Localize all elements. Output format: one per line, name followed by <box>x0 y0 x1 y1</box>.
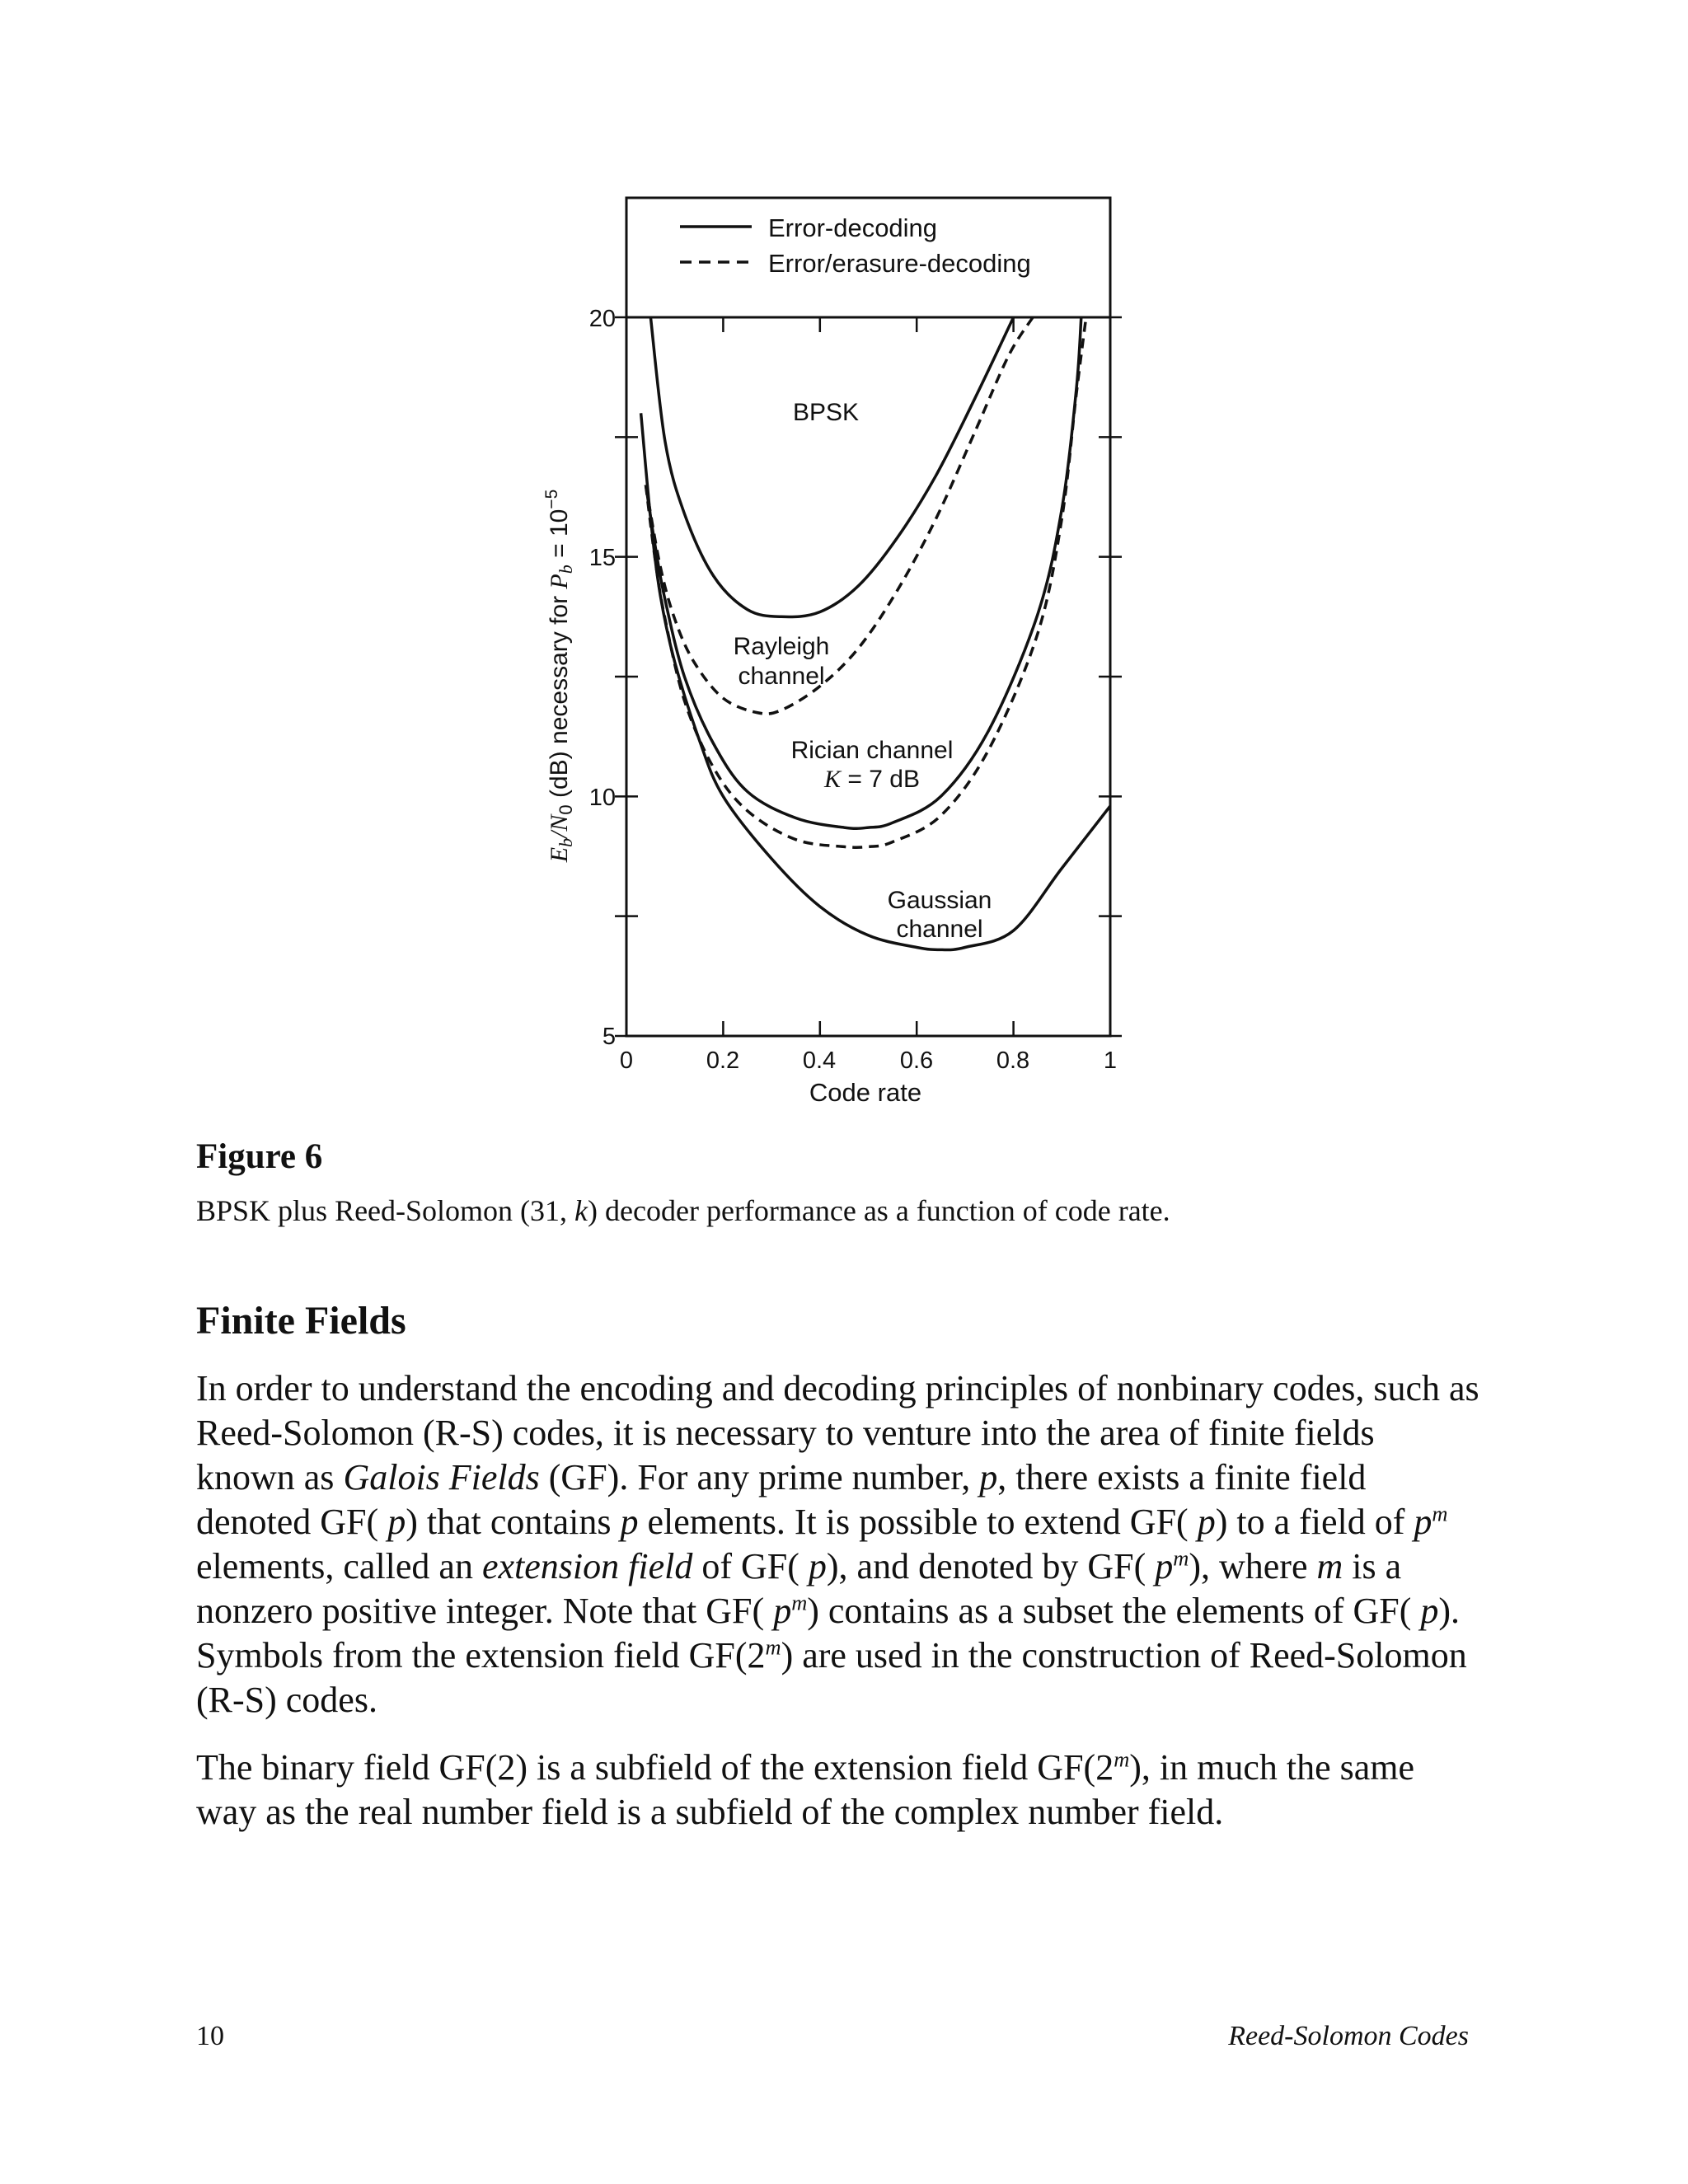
italic-text: p <box>773 1591 792 1631</box>
plot-frame <box>626 317 1110 1036</box>
annotation-gaussian: Gaussian <box>887 887 992 914</box>
italic-text: p <box>979 1457 998 1497</box>
annotation-rayleigh: Rayleigh <box>733 633 830 660</box>
annotation-rician: Rician channel <box>790 737 954 764</box>
section-heading: Finite Fields <box>196 1299 406 1343</box>
legend-error-decoding: Error-decoding <box>768 213 938 242</box>
text-run: of GF( <box>692 1546 809 1586</box>
text-run: (GF). For any prime number, <box>539 1457 980 1497</box>
superscript <box>1432 1501 1447 1526</box>
italic-text: m <box>1316 1546 1343 1586</box>
superscript <box>766 1634 781 1659</box>
superscript: m <box>791 1590 808 1615</box>
caption-k: k <box>574 1194 588 1227</box>
italic-text: Galois Fields <box>343 1457 540 1497</box>
y-tick-label: 20 <box>588 306 616 332</box>
legend-error-erasure-decoding: Error/erasure-decoding <box>768 249 1031 278</box>
superscript: m <box>765 1634 781 1660</box>
y-tick-label: 10 <box>588 785 616 811</box>
text-run: In order to understand the encoding and decoding principles of nonbinary codes, such as Reed-Solomon (R-S) codes, it is necessary to venture into the area of finite fields known as <box>196 1368 1479 1497</box>
superscript <box>1173 1545 1189 1570</box>
italic-text: extension field <box>481 1546 693 1586</box>
italic-text: p <box>1197 1502 1216 1542</box>
x-tick-label: 0 <box>619 1047 634 1074</box>
italic-text: p <box>620 1502 639 1542</box>
italic-text: p <box>1155 1546 1174 1586</box>
paragraph-finite-fields <box>196 1366 1482 1722</box>
text-run: ), and denoted by GF( <box>826 1546 1156 1586</box>
caption-text-end: ) decoder performance as a function of code rate. <box>588 1194 1170 1227</box>
series-line-4 <box>641 413 1110 949</box>
x-tick-label: 1 <box>1103 1047 1118 1074</box>
superscript: m <box>1114 1746 1130 1772</box>
text-run: ) are used in the construction of Reed-Solomon (R-S) codes. <box>196 1635 1467 1720</box>
annotation-rician-k: K = 7 dB <box>824 766 920 793</box>
y-tick-label: 5 <box>602 1024 616 1050</box>
caption-text-start: BPSK plus Reed-Solomon (31, <box>196 1194 575 1227</box>
x-axis-label: Code rate <box>809 1078 922 1107</box>
paragraph-binary-field <box>196 1746 1482 1835</box>
series-group <box>641 317 1110 949</box>
italic-text: p <box>1420 1591 1439 1631</box>
figure-caption <box>196 1193 1170 1229</box>
text-run: elements, called an <box>196 1546 482 1586</box>
x-tick-label: 0.6 <box>899 1047 934 1074</box>
y-axis-label: $E_b/N_0$ (dB) necessary for $P_b = 10^{-5}$ <box>542 489 576 863</box>
x-tick-label: 0.8 <box>996 1047 1030 1074</box>
text-run: , there exists a finite field denoted GF( <box>196 1457 1367 1542</box>
italic-text: p <box>387 1502 406 1542</box>
running-title: Reed-Solomon Codes <box>1228 2021 1469 2051</box>
italic-text: p <box>808 1546 827 1586</box>
annotation-rayleigh-channel: channel <box>738 663 825 690</box>
y-axis-ticks <box>615 317 1122 1036</box>
series-line-1 <box>646 317 1034 714</box>
superscript: m <box>1432 1501 1448 1526</box>
text-run: is a nonzero positive integer. Note that GF( <box>196 1546 1402 1631</box>
x-tick-label: 0.4 <box>802 1047 837 1074</box>
figure-label: Figure 6 <box>196 1137 323 1176</box>
italic-text: p <box>1414 1502 1432 1542</box>
text-run: ), where <box>1189 1546 1317 1586</box>
annotation-gaussian-channel: channel <box>896 916 983 943</box>
text-run: ) contains as a subset the elements of GF( <box>807 1591 1421 1631</box>
superscript <box>1114 1746 1129 1771</box>
y-tick-label: 15 <box>588 545 616 571</box>
text-run: ). Symbols from the extension field GF(2 <box>196 1591 1461 1675</box>
annotation-bpsk: BPSK <box>792 399 860 426</box>
superscript <box>791 1590 807 1615</box>
text-run: ) that contains <box>406 1502 621 1542</box>
superscript: m <box>1173 1545 1189 1571</box>
text-run: ), in much the same way as the real number field is a subfield of the complex number field. <box>196 1747 1415 1832</box>
text-run: The binary field GF(2) is a subfield of the extension field GF(2 <box>196 1747 1114 1788</box>
text-run: ) to a field of <box>1215 1502 1414 1542</box>
text-run: elements. It is possible to extend GF( <box>638 1502 1198 1542</box>
page-number: 10 <box>196 2021 224 2051</box>
x-tick-label: 0.2 <box>706 1047 740 1074</box>
